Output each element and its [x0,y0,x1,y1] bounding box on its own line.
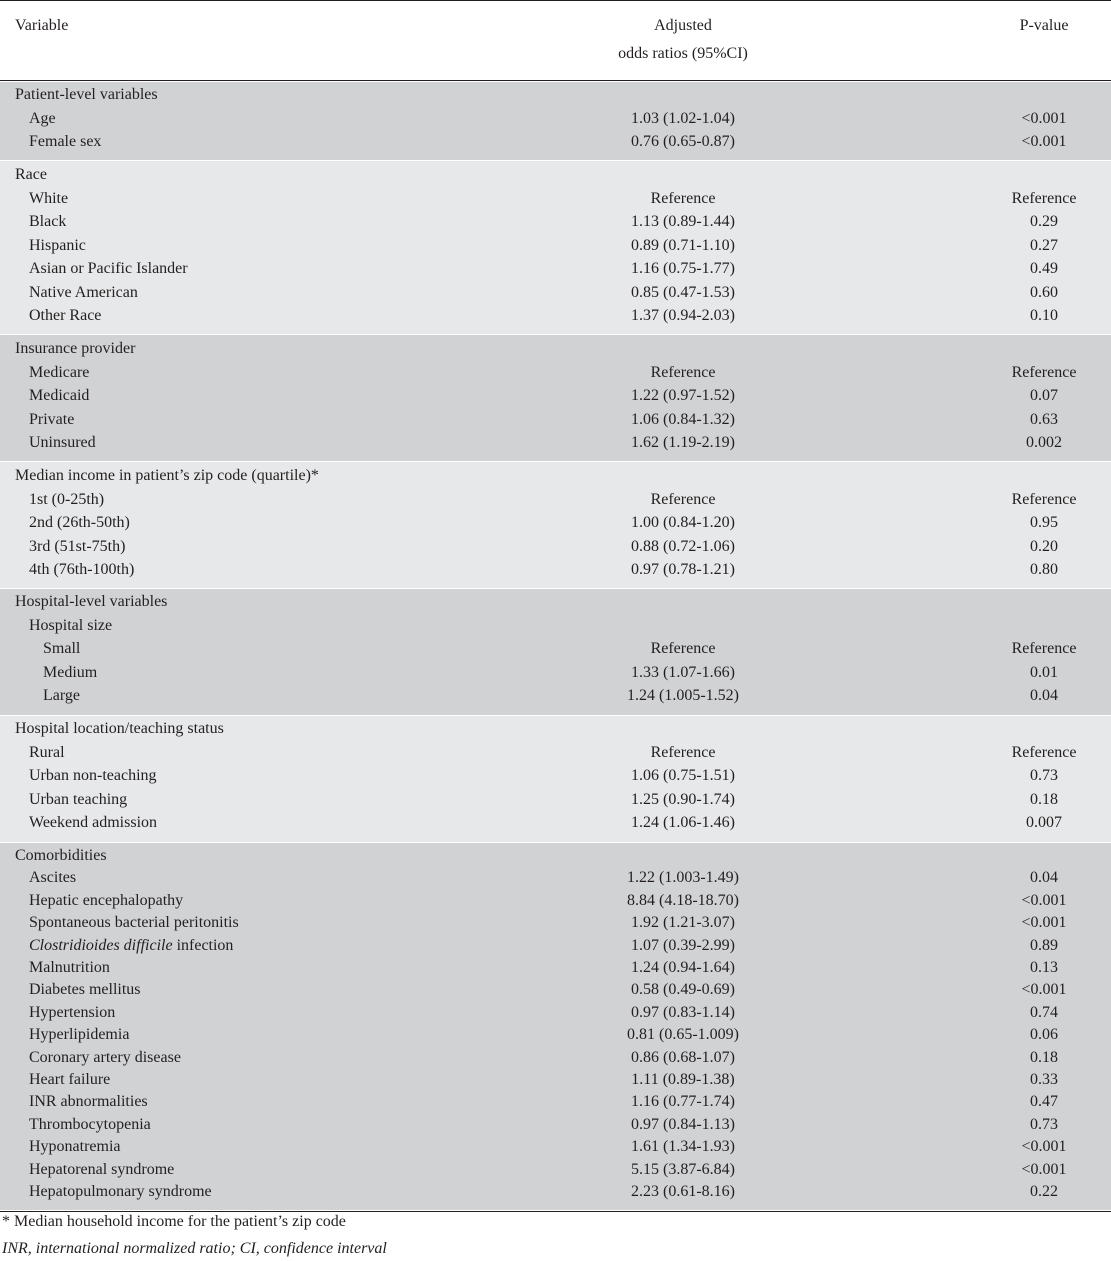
odds-ratio-cell: 0.88 (0.72-1.06) [631,537,735,555]
table-row [0,361,1111,384]
pvalue-cell: <0.001 [1021,133,1067,150]
pvalue-cell: <0.001 [1021,981,1067,999]
row-label: 4th (76th-100th) [29,561,135,578]
table-row [0,1158,1111,1181]
row-label: Asian or Pacific Islander [29,260,188,277]
row-label: Small [43,640,81,657]
table-row [0,788,1111,811]
table-row [0,956,1111,979]
table-section [0,589,1111,715]
odds-ratio-cell: 0.97 (0.84-1.13) [631,1115,735,1133]
table-row [0,384,1111,407]
table-row [0,911,1111,934]
row-label: Spontaneous bacterial peritonitis [29,914,239,932]
table-row [0,234,1111,257]
table-row [0,889,1111,912]
row-label: Medicaid [29,387,90,404]
pvalue-cell: Reference [1011,640,1077,657]
pvalue-cell: 0.47 [1030,1093,1058,1111]
pvalue-cell: 0.18 [1030,1048,1058,1066]
table-row [0,511,1111,534]
row-label: Hispanic [29,236,86,254]
pvalue-cell: 0.007 [1026,814,1062,831]
pvalue-cell: 0.49 [1030,260,1058,277]
pvalue-cell: 0.22 [1030,1183,1058,1200]
odds-ratio-cell: 1.37 (0.94-2.03) [631,307,735,324]
odds-ratio-cell: 1.06 (0.75-1.51) [631,767,735,784]
section-heading: Median income in patient’s zip code (quartile)* [15,467,319,484]
pvalue-cell: Reference [1011,363,1077,381]
table-row [0,431,1111,454]
row-label: Hepatic encephalopathy [29,891,184,909]
pvalue-cell: 0.29 [1030,213,1058,230]
pvalue-cell: <0.001 [1021,891,1067,909]
row-label: Private [29,410,75,428]
odds-ratio-cell: 8.84 (4.18-18.70) [627,891,739,909]
row-label: 3rd (51st-75th) [29,537,126,555]
table-row [0,684,1111,707]
table-header [0,0,1111,80]
row-label: Hepatopulmonary syndrome [29,1183,212,1200]
pvalue-cell: 0.73 [1030,767,1058,784]
odds-ratio-cell: 1.62 (1.19-2.19) [631,434,735,451]
odds-ratio-cell: 1.25 (0.90-1.74) [631,790,735,808]
table-row [0,661,1111,684]
odds-ratio-cell: 1.00 (0.84-1.20) [631,514,735,531]
pvalue-cell: 0.04 [1030,869,1058,887]
section-heading-row [0,590,1111,613]
section-heading: Hospital-level variables [15,593,168,610]
pvalue-cell: 0.73 [1030,1115,1058,1133]
table-row [0,934,1111,957]
row-label: Urban non-teaching [29,767,157,784]
pvalue-cell: 0.80 [1030,561,1058,578]
section-heading-row [0,337,1111,360]
pvalue-cell: 0.89 [1030,936,1058,954]
odds-ratio-cell: 1.33 (1.07-1.66) [631,663,735,681]
table-section [0,462,1111,588]
pvalue-cell: 0.01 [1030,663,1058,681]
odds-ratio-cell: 1.24 (1.005-1.52) [627,687,739,704]
pvalue-cell: <0.001 [1021,914,1067,932]
odds-ratio-cell: 1.13 (0.89-1.44) [631,213,735,230]
row-label: INR abnormalities [29,1093,148,1111]
pvalue-cell: 0.27 [1030,236,1058,254]
pvalue-cell: 0.07 [1030,387,1058,404]
row-label: Weekend admission [29,814,158,831]
table-section [0,716,1111,842]
section-heading: Race [15,166,47,183]
row-label: Thrombocytopenia [29,1115,151,1133]
pvalue-cell: 0.04 [1030,687,1058,704]
pvalue-cell: Reference [1011,743,1077,761]
odds-ratio-cell: 1.22 (0.97-1.52) [631,387,735,404]
section-heading-row [0,83,1111,106]
odds-ratio-cell: 1.03 (1.02-1.04) [631,109,735,127]
table-row [0,408,1111,431]
odds-ratio-cell: 0.97 (0.83-1.14) [631,1003,735,1021]
row-label: Age [29,109,56,127]
row-label: Malnutrition [29,959,110,976]
row-label: Coronary artery disease [29,1048,181,1066]
section-heading: Insurance provider [15,340,136,357]
section-heading-row [0,844,1111,867]
pvalue-cell: 0.13 [1030,959,1058,976]
table-row [0,614,1111,637]
section-heading: Hospital location/teaching status [15,720,224,737]
table-row [0,281,1111,304]
table-row [0,978,1111,1001]
row-label: Female sex [29,133,102,150]
odds-ratio-cell: 0.58 (0.49-0.69) [631,981,735,999]
pvalue-cell: 0.63 [1030,410,1058,428]
table-row [0,1180,1111,1203]
odds-ratio-cell: 1.24 (0.94-1.64) [631,959,735,976]
pvalue-cell: 0.20 [1030,537,1058,555]
table-row [0,558,1111,581]
row-label: Hospital size [29,616,113,634]
table-section [0,82,1111,160]
table-row [0,1135,1111,1158]
pvalue-cell: 0.18 [1030,790,1058,808]
footnote-abbreviations: INR, international normalized ratio; CI, confidence interval [2,1240,387,1257]
table-row [0,1001,1111,1024]
odds-ratio-cell: 1.07 (0.39-2.99) [631,936,735,954]
row-label [29,934,233,957]
odds-ratio-cell: 0.97 (0.78-1.21) [631,561,735,578]
odds-ratio-cell: 0.81 (0.65-1.009) [627,1026,739,1044]
odds-ratio-cell: 1.24 (1.06-1.46) [631,814,735,831]
pvalue-cell: 0.74 [1030,1003,1058,1021]
row-label-rest: infection [172,936,234,954]
table-row [0,488,1111,511]
table-row [0,1090,1111,1113]
pvalue-cell: <0.001 [1021,1138,1067,1156]
section-heading-row [0,163,1111,186]
header-pvalue: P-value [1019,17,1069,34]
row-label: Diabetes mellitus [29,981,141,999]
table-row [0,187,1111,210]
section-heading-row [0,717,1111,740]
table-row [0,257,1111,280]
table-row [0,741,1111,764]
table-row [0,1046,1111,1069]
row-label: Hepatorenal syndrome [29,1160,175,1178]
row-label: Hyperlipidemia [29,1026,130,1044]
pvalue-cell: Reference [1011,189,1077,207]
row-label: Large [43,687,81,704]
row-label: 1st (0-25th) [29,490,105,508]
odds-ratio-cell: 1.16 (0.77-1.74) [631,1093,735,1111]
row-label: Hypertension [29,1003,116,1021]
odds-ratio-cell: 1.92 (1.21-3.07) [631,914,735,932]
header-variable: Variable [15,17,69,34]
odds-ratio-cell: 0.89 (0.71-1.10) [631,236,735,254]
pvalue-cell: 0.95 [1030,514,1058,531]
row-label: Black [29,213,67,230]
table-row [0,811,1111,834]
table-section [0,843,1111,1210]
table-row [0,1023,1111,1046]
odds-ratio-cell: Reference [650,363,716,381]
odds-ratio-cell: 1.16 (0.75-1.77) [631,260,735,277]
table-section [0,161,1111,334]
table-row [0,1068,1111,1091]
odds-ratio-cell: 1.11 (0.89-1.38) [631,1071,735,1088]
pvalue-cell: 0.60 [1030,283,1058,301]
header-rule [0,80,1111,81]
table-row [0,130,1111,153]
pvalue-cell: <0.001 [1021,1160,1067,1178]
table-row [0,107,1111,130]
row-label: White [29,189,69,207]
row-label: Medicare [29,363,90,381]
table-row [0,1113,1111,1136]
odds-ratio-cell: 5.15 (3.87-6.84) [631,1160,735,1178]
row-label: 2nd (26th-50th) [29,514,130,531]
table-row [0,764,1111,787]
odds-ratio-cell: 1.61 (1.34-1.93) [631,1138,735,1156]
pvalue-cell: 0.33 [1030,1071,1058,1088]
odds-ratio-cell: 2.23 (0.61-8.16) [631,1183,735,1200]
odds-ratio-cell: 0.86 (0.68-1.07) [631,1048,735,1066]
table-section [0,335,1111,461]
pvalue-cell: <0.001 [1021,109,1067,127]
pvalue-cell: 0.06 [1030,1026,1058,1044]
pvalue-cell: Reference [1011,490,1077,508]
row-label: Hyponatremia [29,1138,121,1156]
row-label: Ascites [29,869,77,887]
table-row [0,535,1111,558]
odds-ratio-cell: Reference [650,490,716,508]
header-odds-line1: Adjusted [654,17,712,34]
odds-ratio-cell: Reference [650,189,716,207]
table-row [0,637,1111,660]
odds-ratio-cell: 0.76 (0.65-0.87) [631,133,735,150]
header-odds-ratio [583,12,783,68]
odds-ratio-cell: 1.22 (1.003-1.49) [627,869,739,887]
odds-ratio-cell: 1.06 (0.84-1.32) [631,410,735,428]
section-heading-row [0,464,1111,487]
pvalue-cell: 0.10 [1030,307,1058,324]
row-label: Uninsured [29,434,96,451]
row-label: Native American [29,283,138,301]
section-heading: Comorbidities [15,847,107,864]
odds-ratio-cell: 0.85 (0.47-1.53) [631,283,735,301]
row-label: Medium [43,663,98,681]
pvalue-cell: 0.002 [1026,434,1062,451]
table-row [0,210,1111,233]
row-label-italic: Clostridioides difficile [29,936,173,954]
row-label: Other Race [29,307,102,324]
row-label: Urban teaching [29,790,128,808]
header-odds-line2: odds ratios (95%CI) [618,45,748,62]
section-heading: Patient-level variables [15,86,158,103]
row-label: Heart failure [29,1071,111,1088]
table-row [0,866,1111,889]
odds-ratio-cell: Reference [650,743,716,761]
footnote-income: * Median household income for the patient’s zip code [2,1213,346,1230]
odds-ratio-cell: Reference [650,640,716,657]
table-row [0,304,1111,327]
row-label: Rural [29,743,65,761]
